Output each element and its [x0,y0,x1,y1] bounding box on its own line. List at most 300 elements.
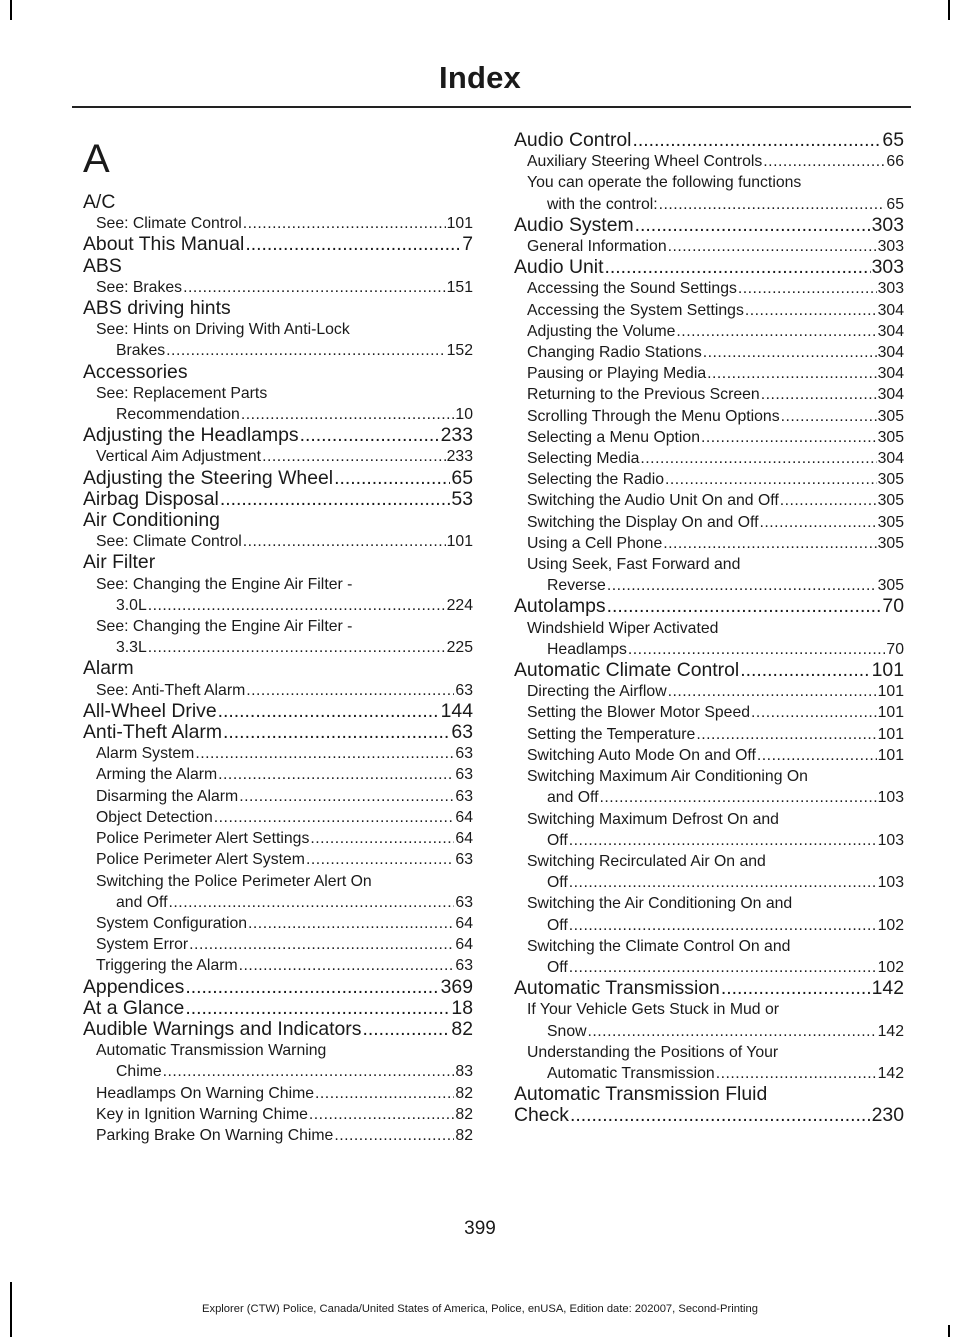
entry-text: Arming the Alarm [96,766,218,784]
entry-text: Vertical Aim Adjustment [96,448,262,466]
page-ref: 305 [877,492,904,510]
entry-text: Appendices [83,975,185,998]
entry-text: A/C [83,191,116,213]
entry-text: Selecting Media [527,450,640,468]
index-entry [83,1019,473,1040]
entry-text-continued: Off [547,831,568,849]
index-entry [514,257,904,278]
page-ref: 304 [877,344,904,362]
entry-text: Switching the Display On and Off [527,513,759,531]
dot-leader [780,490,877,511]
page-ref: 7 [462,233,473,256]
index-subentry [514,809,904,851]
dot-leader [195,743,454,764]
index-subentry [514,342,904,363]
index-entry [83,234,473,255]
entry-text: Police Perimeter Alert System [96,851,305,869]
entry-text: Returning to the Previous Screen [527,386,760,404]
page-ref: 305 [877,407,904,425]
index-subentry [83,871,473,913]
entry-text-continued: Check [514,1104,569,1127]
entry-text-continued: Off [547,958,568,976]
entry-text: See: Brakes [96,278,183,296]
entry-text: Disarming the Alarm [96,787,239,805]
index-subentry [83,1125,473,1146]
dot-leader [633,130,882,151]
entry-text: Anti-Theft Alarm [83,721,223,744]
dot-leader [665,469,877,490]
index-entry [83,998,473,1019]
page-ref: 64 [455,936,473,954]
entry-text: Air Filter [83,551,156,574]
index-entry [83,425,473,446]
entry-text: Audio Control [514,129,632,151]
page-ref: 70 [882,595,904,618]
dot-leader [569,872,877,893]
dot-leader [760,512,877,533]
page-ref: 82 [455,1105,473,1123]
dot-leader [245,234,461,255]
dot-leader [781,406,877,427]
page-ref: 101 [877,683,904,701]
index-subentry [514,766,904,808]
page-ref: 103 [877,789,904,807]
dot-leader [262,446,446,467]
index-subentry [83,383,473,425]
index-entry [83,552,473,573]
entry-text: Alarm [83,657,134,680]
entry-text: Scrolling Through the Menu Options [527,407,780,425]
page-ref: 230 [871,1104,904,1127]
index-column-right [514,130,904,1127]
entry-text: You can operate the following functions [527,174,802,192]
page-ref: 82 [451,1017,473,1040]
page-ref: 53 [451,487,473,510]
entry-text: Adjusting the Headlamps [83,424,299,447]
entry-text: Police Perimeter Alert Settings [96,830,310,848]
dot-leader [309,1104,455,1125]
dot-leader [588,1021,877,1042]
entry-text: See: Changing the Engine Air Filter - [96,618,353,636]
entry-text-continued: 3.3L [116,639,147,657]
index-subentry [83,743,473,764]
index-subentry [514,936,904,978]
page-ref: 101 [877,725,904,743]
dot-leader [604,257,870,278]
index-subentry [514,151,904,172]
page-ref: 63 [455,851,473,869]
page-number: 399 [464,1218,496,1239]
page-ref: 304 [877,365,904,383]
dot-leader [676,321,876,342]
page-ref: 303 [871,256,904,279]
dot-leader [761,384,877,405]
index-subentry [514,554,904,596]
index-entry [514,978,904,999]
entry-text: See: Climate Control [96,215,242,233]
index-subentry [83,531,473,552]
dot-leader [640,448,876,469]
entry-text-continued: Reverse [547,577,606,595]
index-entry [83,468,473,489]
index-subentry [514,702,904,723]
entry-text: ABS driving hints [83,297,231,320]
index-subentry [83,574,473,616]
dot-leader [220,489,451,510]
dot-leader [300,425,440,446]
page-ref: 63 [455,957,473,975]
entry-text: Accessing the Sound Settings [527,280,737,298]
page-ref: 305 [877,534,904,552]
entry-text: Changing Radio Stations [527,344,702,362]
entry-text: System Error [96,936,189,954]
dot-leader [315,1083,454,1104]
index-entries-left [83,192,473,1146]
index-entry [83,298,473,319]
index-entry [514,660,904,681]
dot-leader [663,533,876,554]
dot-leader [570,1105,871,1126]
dot-leader [707,363,877,384]
crop-mark-bottom-right [948,1325,950,1337]
index-subentry [514,745,904,766]
entry-text: Windshield Wiper Activated [527,619,719,637]
index-entry [83,489,473,510]
page-ref: 70 [886,640,904,658]
entry-text: Adjusting the Volume [527,322,676,340]
page-ref: 63 [451,721,473,744]
page-ref: 101 [877,704,904,722]
index-entries-right [514,130,904,1127]
page-ref: 303 [877,238,904,256]
dot-leader [701,427,877,448]
entry-text: Object Detection [96,808,213,826]
dot-leader [362,1019,450,1040]
page-ref: 142 [871,977,904,1000]
page-ref: 64 [455,914,473,932]
index-entry [83,701,473,722]
page-ref: 103 [877,874,904,892]
page-ref: 65 [886,195,904,213]
page-ref: 233 [440,424,473,447]
dot-leader [169,892,455,913]
entry-text: Switching the Audio Unit On and Off [527,492,779,510]
index-subentry [514,512,904,533]
index-subentry [514,172,904,214]
entry-text: Autolamps [514,595,606,618]
section-letter: A [83,137,110,181]
entry-text-continued: and Off [116,893,168,911]
dot-leader [218,764,454,785]
dot-leader [246,680,454,701]
page-ref: 304 [877,450,904,468]
entry-text-continued: Snow [547,1022,587,1040]
dot-leader [183,277,446,298]
index-entry [514,1084,904,1126]
entry-text: System Configuration [96,914,248,932]
dot-leader [334,1125,454,1146]
entry-text-continued: Headlamps [547,640,627,658]
entry-text: Switching the Police Perimeter Alert On [96,872,372,890]
page-ref: 82 [455,1084,473,1102]
entry-text: Selecting a Menu Option [527,428,700,446]
dot-leader [607,596,882,617]
dot-leader [757,745,877,766]
entry-text: Switching the Climate Control On and [527,937,791,955]
index-subentry [514,236,904,257]
entry-text: Pausing or Playing Media [527,365,707,383]
page-ref: 102 [877,958,904,976]
page-ref: 225 [446,639,473,657]
entry-text: Triggering the Alarm [96,957,238,975]
page-ref: 233 [446,448,473,466]
page-ref: 18 [451,996,473,1019]
entry-text: Switching Maximum Defrost On and [527,810,779,828]
header-divider [72,106,911,108]
entry-text-continued: Automatic Transmission [547,1064,715,1082]
index-subentry [514,384,904,405]
index-entry [83,362,473,383]
page-ref: 10 [455,406,473,424]
page-ref: 151 [446,278,473,296]
entry-text: See: Anti-Theft Alarm [96,681,246,699]
entry-text: Automatic Transmission Fluid [514,1083,768,1106]
dot-leader [668,681,877,702]
dot-leader [214,807,455,828]
index-subentry [83,1104,473,1125]
page-ref: 101 [446,215,473,233]
dot-leader [241,404,455,425]
page-ref: 66 [886,153,904,171]
dot-leader [569,915,877,936]
index-subentry [514,427,904,448]
page-ref: 82 [455,1126,473,1144]
index-subentry [514,681,904,702]
page-ref: 152 [446,342,473,360]
dot-leader [218,701,440,722]
page-ref: 305 [877,513,904,531]
index-subentry [83,1040,473,1082]
entry-text-continued: Off [547,916,568,934]
page-ref: 63 [455,893,473,911]
index-entry [83,510,473,531]
index-subentry [514,406,904,427]
entry-text: Key in Ignition Warning Chime [96,1105,308,1123]
index-entry [83,977,473,998]
entry-text: Audible Warnings and Indicators [83,1017,362,1040]
entry-text: At a Glance [83,996,185,1019]
crop-mark-top-right [948,0,950,20]
dot-leader [163,1061,455,1082]
dot-leader [751,702,877,723]
entry-text: Automatic Climate Control [514,659,740,682]
page-ref: 102 [877,916,904,934]
entry-text: Directing the Airflow [527,683,667,701]
entry-text-continued: and Off [547,789,599,807]
entry-text: Switching Recirculated Air On and [527,852,766,870]
index-subentry [514,1042,904,1084]
page-ref: 65 [451,466,473,489]
entry-text-continued: 3.0L [116,596,147,614]
entry-text: See: Hints on Driving With Anti-Lock [96,321,350,339]
entry-text: Switching Maximum Air Conditioning On [527,768,808,786]
entry-text: Understanding the Positions of Your [527,1043,779,1061]
index-subentry [514,278,904,299]
entry-text: General Information [527,238,667,256]
index-subentry [514,363,904,384]
dot-leader [243,531,446,552]
index-entry [83,722,473,743]
edition-note: Explorer (CTW) Police, Canada/United States of America, Police, enUSA, Edition date: 202007, Second-Printing [202,1303,758,1315]
index-subentry [514,851,904,893]
index-subentry [514,724,904,745]
page-ref: 305 [877,428,904,446]
entry-text-continued: with the control: [547,195,658,213]
entry-text: See: Climate Control [96,533,242,551]
dot-leader [243,213,446,234]
page-ref: 63 [455,787,473,805]
index-subentry [514,469,904,490]
index-subentry [83,277,473,298]
entry-text: Auxiliary Steering Wheel Controls [527,153,763,171]
page-ref: 64 [455,808,473,826]
dot-leader [189,934,454,955]
entry-text: Switching Auto Mode On and Off [527,746,756,764]
entry-text: Alarm System [96,745,195,763]
index-subentry [83,213,473,234]
page-ref: 63 [455,745,473,763]
index-subentry [514,893,904,935]
index-subentry [514,533,904,554]
index-entry [83,658,473,679]
page-ref: 142 [877,1022,904,1040]
dot-leader [569,957,877,978]
dot-leader [600,787,877,808]
index-subentry [514,321,904,342]
dot-leader [148,637,446,658]
index-subentry [83,934,473,955]
dot-leader [740,660,870,681]
entry-text: Using a Cell Phone [527,534,663,552]
page-ref: 224 [446,596,473,614]
index-subentry [83,764,473,785]
entry-text: Airbag Disposal [83,487,219,510]
page-ref: 303 [871,213,904,236]
dot-leader [635,215,871,236]
page-ref: 305 [877,471,904,489]
index-subentry [514,448,904,469]
entry-text: Audio System [514,213,634,236]
page-ref: 304 [877,386,904,404]
entry-text: ABS [83,254,122,277]
page-ref: 304 [877,301,904,319]
index-column-left [83,130,473,1146]
crop-mark-top-left [10,0,12,20]
index-subentry [83,319,473,361]
dot-leader [721,978,871,999]
entry-text-continued: Off [547,874,568,892]
index-subentry [83,680,473,701]
dot-leader [703,342,877,363]
page-ref: 103 [877,831,904,849]
page-ref: 63 [455,681,473,699]
entry-text: Selecting the Radio [527,471,664,489]
index-entry [83,192,473,213]
index-subentry [514,618,904,660]
page-title: Index [439,60,521,95]
page-ref: 63 [455,766,473,784]
page-ref: 83 [455,1063,473,1081]
entry-text: Parking Brake On Warning Chime [96,1126,334,1144]
entry-text-continued: Recommendation [116,406,240,424]
index-entry [514,130,904,151]
page-ref: 101 [877,746,904,764]
entry-text: Using Seek, Fast Forward and [527,556,741,574]
dot-leader [628,639,886,660]
dot-leader [696,724,876,745]
index-entry [514,215,904,236]
index-subentry [83,786,473,807]
page-ref: 65 [882,129,904,151]
dot-leader [223,722,450,743]
index-entry [514,596,904,617]
entry-text: See: Changing the Engine Air Filter - [96,575,353,593]
dot-leader [334,468,450,489]
index-subentry [83,446,473,467]
dot-leader [569,830,877,851]
page-ref: 101 [871,659,904,682]
page-ref: 101 [446,533,473,551]
index-subentry [83,1083,473,1104]
page-ref: 64 [455,830,473,848]
page-ref: 142 [877,1064,904,1082]
page-ref: 304 [877,322,904,340]
dot-leader [239,786,454,807]
entry-text: Automatic Transmission Warning [96,1042,327,1060]
dot-leader [659,194,886,215]
index-subentry [83,807,473,828]
entry-text: Automatic Transmission [514,977,720,1000]
entry-text: All-Wheel Drive [83,699,217,722]
dot-leader [763,151,885,172]
entry-text: See: Replacement Parts [96,384,268,402]
index-subentry [83,913,473,934]
page-ref: 305 [877,577,904,595]
entry-text: Audio Unit [514,256,604,279]
dot-leader [745,300,877,321]
entry-text: If Your Vehicle Gets Stuck in Mud or [527,1001,780,1019]
index-subentry [83,616,473,658]
dot-leader [716,1063,877,1084]
index-entry [83,256,473,277]
entry-text: Switching the Air Conditioning On and [527,895,793,913]
index-subentry [514,300,904,321]
entry-text: Accessories [83,360,188,383]
entry-text: Accessing the System Settings [527,301,744,319]
dot-leader [239,955,455,976]
dot-leader [668,236,877,257]
entry-text: Setting the Temperature [527,725,696,743]
index-subentry [83,955,473,976]
index-subentry [83,849,473,870]
entry-text: About This Manual [83,233,245,256]
dot-leader [185,998,450,1019]
page-ref: 369 [440,975,473,998]
dot-leader [310,828,454,849]
entry-text: Setting the Blower Motor Speed [527,704,751,722]
entry-text: Adjusting the Steering Wheel [83,466,334,489]
dot-leader [148,595,446,616]
